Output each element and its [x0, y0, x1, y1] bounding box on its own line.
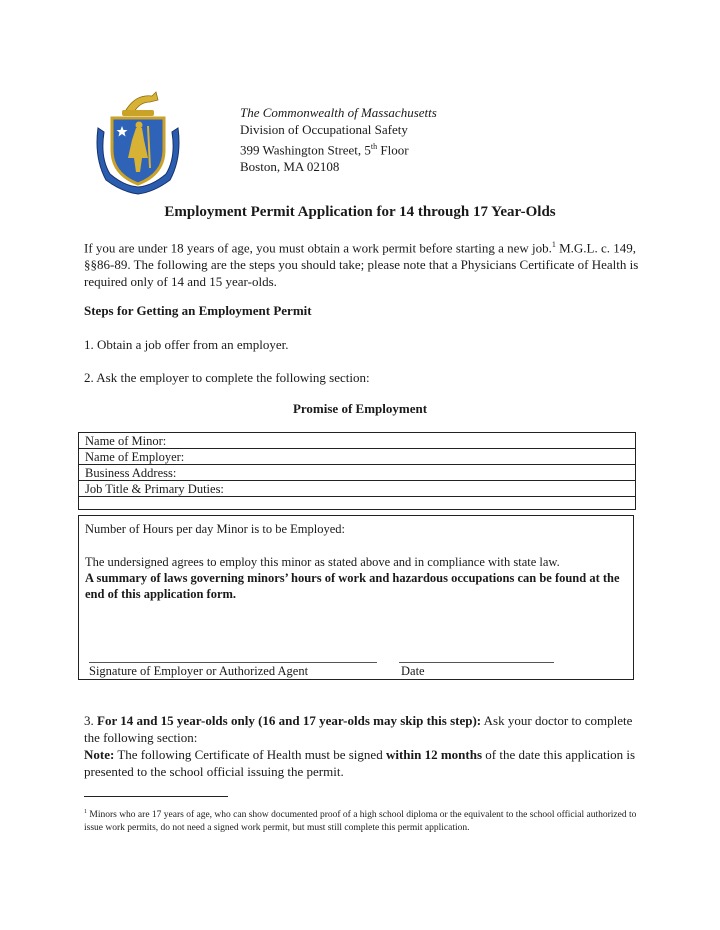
name-of-minor-field[interactable]: Name of Minor: — [79, 433, 635, 449]
hours-per-day-field[interactable]: Number of Hours per day Minor is to be Employed: — [85, 522, 346, 536]
footnote: $^1$ Minors who are 17 years of age, who can show documented proof of a high school diploma or the equivalent to the school official authorized to issue work permits, do not need a signed work permit, but must still complete this permit application. — [84, 809, 637, 834]
step-2: 2. Ask the employer to complete the following section: — [84, 370, 370, 385]
date-line[interactable] — [399, 662, 554, 663]
promise-heading: Promise of Employment — [292, 401, 428, 416]
agency-address — [240, 104, 437, 175]
business-address-field[interactable]: Business Address: — [79, 465, 635, 481]
footnote-divider — [84, 796, 228, 797]
date-label: Date — [401, 664, 425, 678]
name-of-employer-field[interactable]: Name of Employer: — [79, 449, 635, 465]
steps-heading: Steps for Getting an Employment Permit — [84, 303, 312, 318]
intro-paragraph: If you are under 18 years of age, you must obtain a work permit before starting a new job.$^1$ M.G.L. c. 149, §§86-89. The following are the steps you should take; please note that a Physicians Certificate of Health is required only of 14 and 15 year-olds. — [84, 240, 639, 290]
massachusetts-seal-icon — [92, 88, 184, 196]
footnote-mark: 1 — [551, 240, 556, 249]
signature-line[interactable] — [89, 662, 377, 663]
promise-of-employment-form — [78, 432, 636, 510]
city-line: Boston, MA 02108 — [240, 159, 340, 175]
step-3: 3. For 14 and 15 year-olds only (16 and 17 year-olds may skip this step): Ask your doctor to complete the following section: Note: The following Certificate of Health must be signed within 12 months of the date this application is presented to the school official issuing the permit. — [84, 713, 636, 779]
agreement-text: The undersigned agrees to employ this minor as stated above and in compliance with state law. A summary of laws governing minors’ hours of work and hazardous occupations can be found at the end of this application form. — [85, 555, 620, 601]
signature-label: Signature of Employer or Authorized Agent — [89, 664, 309, 678]
street-line: 399 Washington Street, 5th Floor — [240, 142, 409, 158]
blank-row[interactable] — [79, 497, 635, 509]
division-line: Division of Occupational Safety — [240, 122, 408, 137]
step-1: 1. Obtain a job offer from an employer. — [84, 337, 289, 352]
job-title-field[interactable]: Job Title & Primary Duties: — [79, 481, 635, 497]
commonwealth-line: The Commonwealth of Massachusetts — [240, 105, 437, 120]
employer-agreement-box — [78, 515, 634, 680]
document-title: Employment Permit Application for 14 through 17 Year-Olds — [164, 204, 556, 220]
